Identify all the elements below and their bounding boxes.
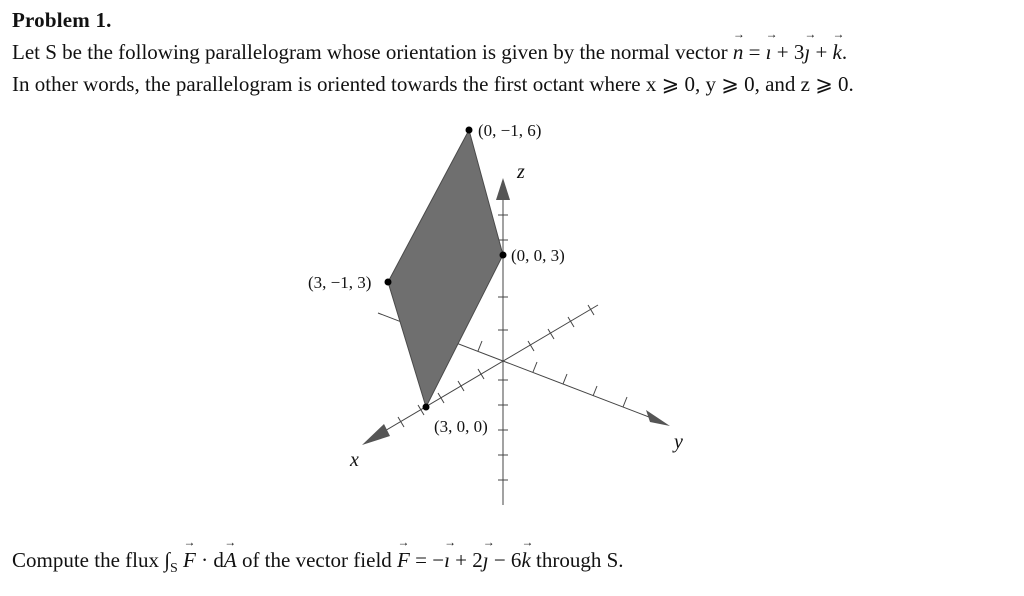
- z-arrowhead-icon: [496, 178, 510, 200]
- plus-sign: +: [810, 40, 833, 64]
- label-point-left: (3, −1, 3): [308, 273, 372, 292]
- unit-k: → k: [833, 40, 842, 65]
- vertex-z-axis: [500, 252, 507, 259]
- period: .: [841, 40, 848, 64]
- unit-j: → ȷ: [804, 40, 810, 65]
- integral-subscript: S: [169, 561, 178, 577]
- unit-j-2: → ȷ: [483, 548, 489, 573]
- vector-field-symbol: → F: [183, 548, 196, 573]
- minus-six: − 6: [488, 548, 522, 572]
- y-arrowhead-icon: [646, 410, 670, 426]
- plus-three: + 3: [771, 40, 805, 64]
- eq-neg: = −: [409, 548, 445, 572]
- question-mid: of the vector field: [236, 548, 398, 572]
- unit-k-2: → k: [521, 548, 530, 573]
- vertex-left: [385, 279, 392, 286]
- vector-field-symbol-2: → F: [397, 548, 410, 573]
- x-arrowhead-icon: [362, 424, 390, 445]
- normal-vector-symbol: → n: [733, 40, 744, 65]
- question-text: Compute the flux ∫: [12, 548, 170, 572]
- label-point-bottom: (3, 0, 0): [434, 417, 488, 436]
- problem-question: [12, 548, 624, 577]
- intro-text: Let S be the following parallelogram whose orientation is given by the normal vector: [12, 40, 733, 64]
- parallelogram-surface: [388, 130, 503, 407]
- unit-i: → ı: [766, 40, 772, 65]
- equals-sign: =: [743, 40, 766, 64]
- unit-i-2: → ı: [444, 548, 450, 573]
- problem-heading: Problem 1.: [12, 8, 112, 32]
- dot-d: · d: [195, 548, 224, 572]
- label-axis-y: y: [674, 431, 683, 453]
- area-vector-symbol: → A: [224, 548, 237, 573]
- question-end: through S.: [530, 548, 624, 572]
- label-axis-z: z: [517, 161, 525, 183]
- vertex-bottom: [423, 404, 430, 411]
- label-axis-x: x: [350, 449, 359, 471]
- problem-orientation-text: In other words, the parallelogram is oriented towards the first octant where x ⩾ 0, y ⩾ 0, and z ⩾ 0.: [12, 72, 854, 96]
- label-point-top: (0, −1, 6): [478, 121, 542, 140]
- label-point-z: (0, 0, 3): [511, 246, 565, 265]
- vertex-top: [466, 127, 473, 134]
- plus-two: + 2: [449, 548, 483, 572]
